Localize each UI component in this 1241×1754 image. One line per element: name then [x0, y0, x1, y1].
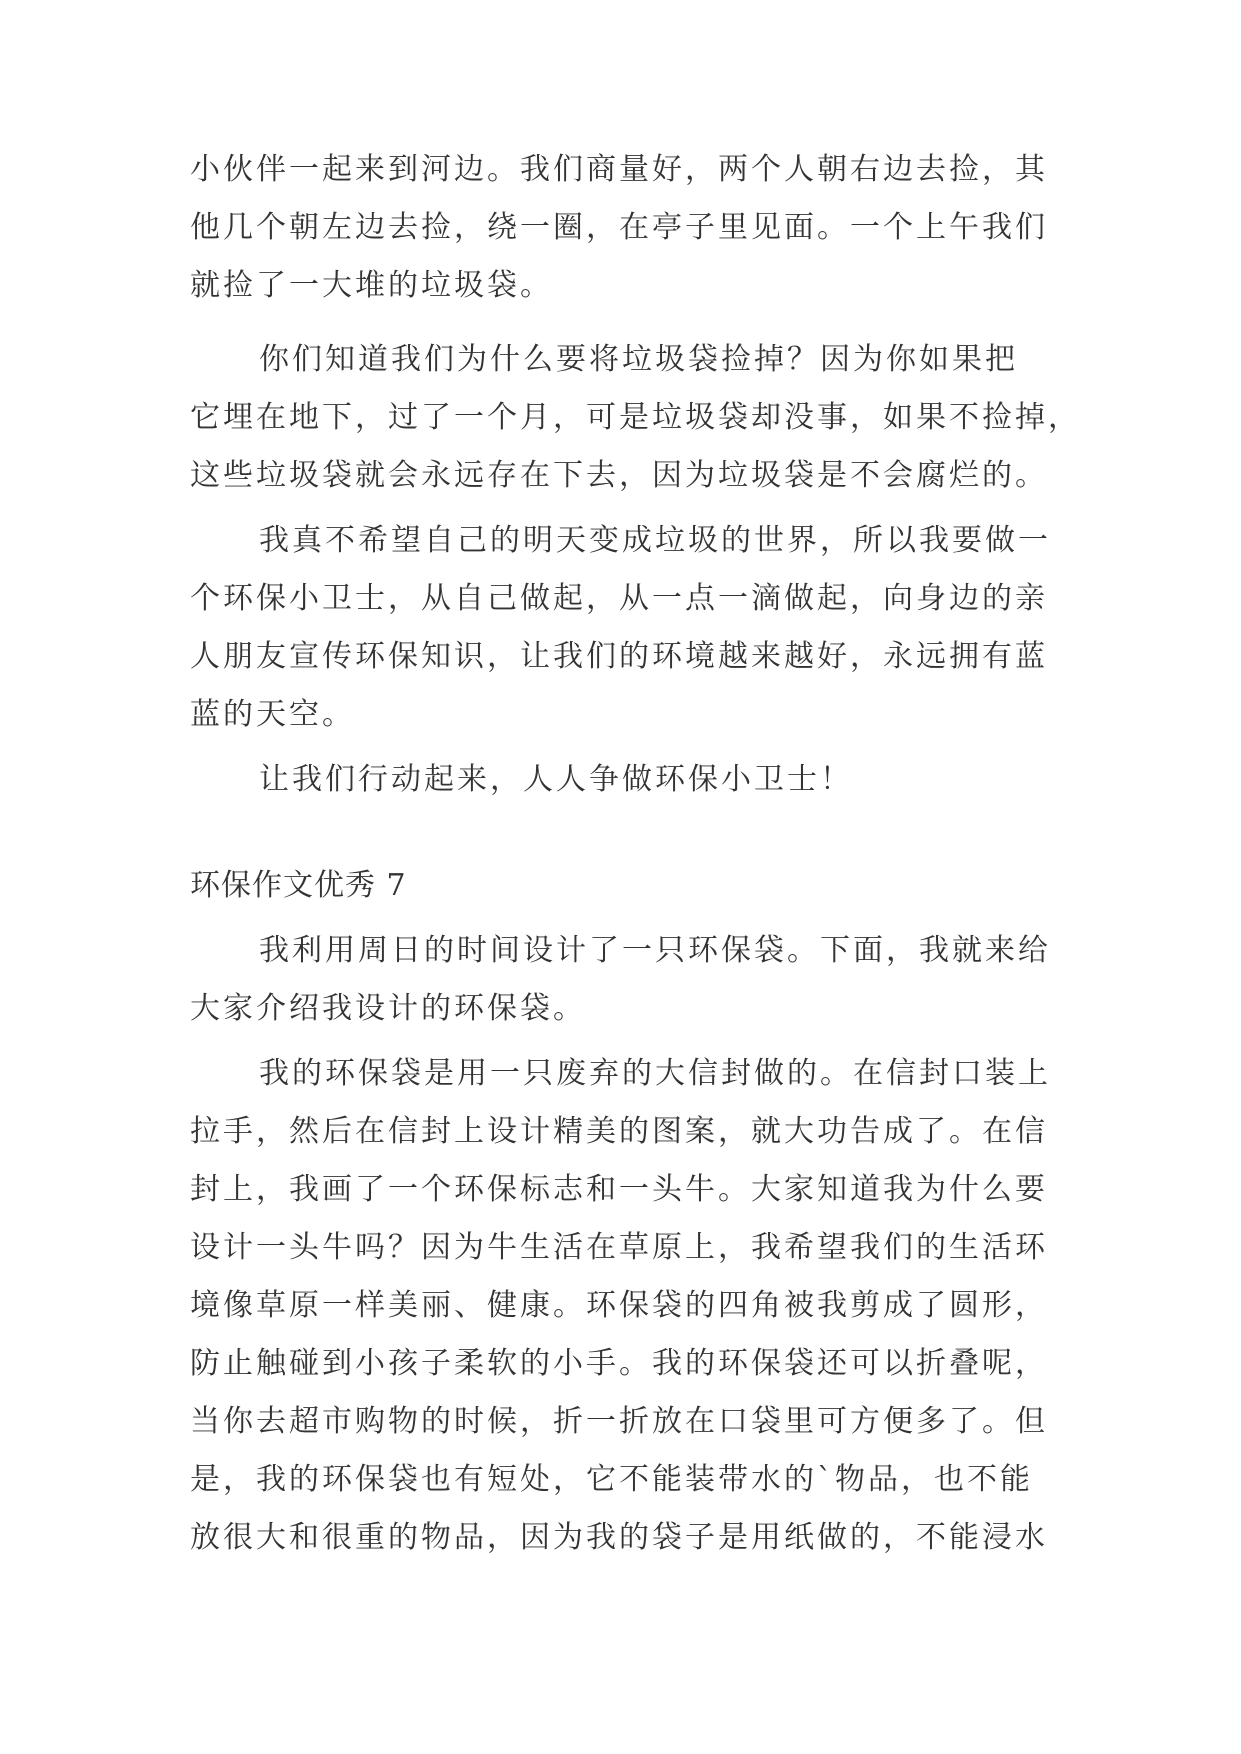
paragraph-line: 大家介绍我设计的环保袋。	[190, 991, 586, 1026]
paragraph-line: 我的环保袋是用一只废弃的大信封做的。在信封口装上	[259, 1056, 1051, 1091]
paragraph-line: 就捡了一大堆的垃圾袋。	[190, 268, 553, 303]
paragraph-line: 是，我的环保袋也有短处，它不能装带水的`物品，也不能	[190, 1462, 1033, 1497]
paragraph-line: 当你去超市购物的时候，折一折放在口袋里可方便多了。但	[190, 1404, 1048, 1439]
paragraph-line: 他几个朝左边去捡，绕一圈，在亭子里见面。一个上午我们	[190, 210, 1048, 245]
paragraph-line: 境像草原一样美丽、健康。环保袋的四角被我剪成了圆形，	[190, 1288, 1048, 1323]
paragraph-line: 人朋友宣传环保知识，让我们的环境越来越好，永远拥有蓝	[190, 639, 1048, 674]
paragraph-line: 让我们行动起来，人人争做环保小卫士！	[259, 762, 853, 797]
paragraph-line: 放很大和很重的物品，因为我的袋子是用纸做的，不能浸水	[190, 1520, 1048, 1555]
section-heading: 环保作文优秀 7	[190, 868, 407, 903]
paragraph-line: 拉手，然后在信封上设计精美的图案，就大功告成了。在信	[190, 1114, 1048, 1149]
paragraph-line: 小伙伴一起来到河边。我们商量好，两个人朝右边去捡，其	[190, 152, 1048, 187]
paragraph-line: 设计一头牛吗？因为牛生活在草原上，我希望我们的生活环	[190, 1230, 1048, 1265]
paragraph-line: 它埋在地下，过了一个月，可是垃圾袋却没事，如果不捡掉，	[190, 400, 1081, 435]
paragraph-line: 个环保小卫士，从自己做起，从一点一滴做起，向身边的亲	[190, 581, 1048, 616]
paragraph-line: 封上，我画了一个环保标志和一头牛。大家知道我为什么要	[190, 1172, 1048, 1207]
paragraph-line: 这些垃圾袋就会永远存在下去，因为垃圾袋是不会腐烂的。	[190, 458, 1048, 493]
paragraph-line: 我利用周日的时间设计了一只环保袋。下面，我就来给	[259, 933, 1051, 968]
paragraph-line: 我真不希望自己的明天变成垃圾的世界，所以我要做一	[259, 523, 1051, 558]
paragraph-line: 你们知道我们为什么要将垃圾袋捡掉？因为你如果把	[259, 342, 1018, 377]
paragraph-line: 蓝的天空。	[190, 697, 355, 732]
paragraph-line: 防止触碰到小孩子柔软的小手。我的环保袋还可以折叠呢，	[190, 1346, 1048, 1381]
